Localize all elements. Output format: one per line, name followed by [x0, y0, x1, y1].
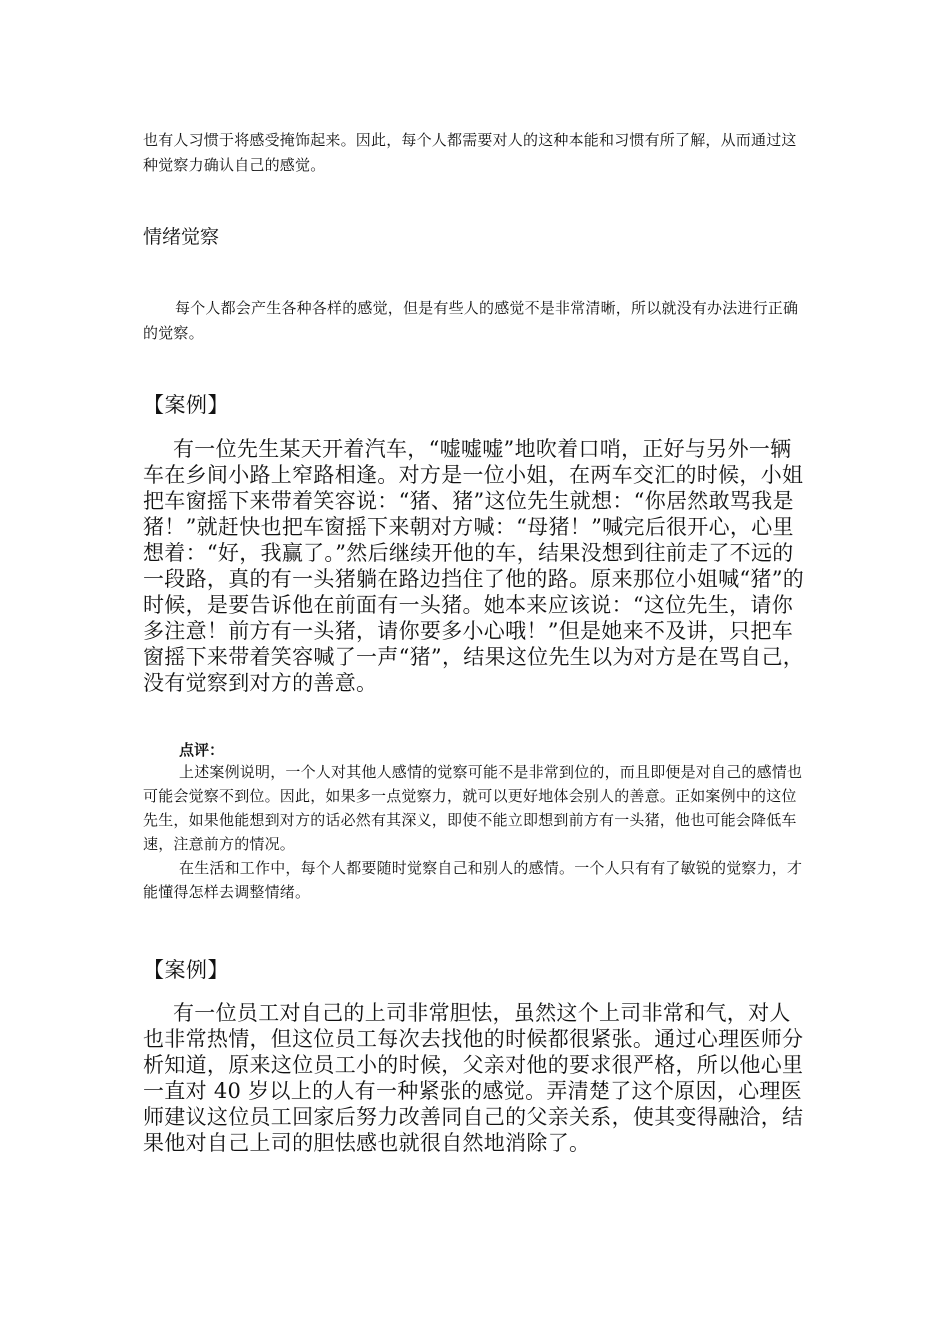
case-label-1: 【案例】	[143, 393, 229, 417]
case-label-2: 【案例】	[143, 958, 229, 982]
comment-paragraph-2: 在生活和工作中，每个人都要随时觉察自己和别人的感情。一个人只有有了敏锐的觉察力，才能懂得怎样去调整情绪。	[143, 859, 803, 901]
case-body-2: 有一位员工对自己的上司非常胆怯，虽然这个上司非常和气，对人也非常热情，但这位员工每次去找他的时候都很紧张。通过心理医师分析知道，原来这位员工小的时候，父亲对他的要求很严格，所以他心里一直对 40 岁以上的人有一种紧张的感觉。弄清楚了这个原因，心理医师建议这位员工回家后努力改善同自己的父亲关系，使其变得融洽，结果他对自己上司的胆怯感也就很自然地消除了。	[143, 1001, 804, 1155]
comment-paragraph-1: 上述案例说明，一个人对其他人感情的觉察可能不是非常到位的，而且即便是对自己的感情也可能会觉察不到位。因此，如果多一点觉察力，就可以更好地体会别人的善意。正如案例中的这位先生，如果他能想到对方的话必然有其深义，即使不能立即想到前方有一头猪，他也可能会降低车速，注意前方的情况。	[143, 763, 803, 853]
comment-section	[143, 740, 807, 904]
intro-paragraph: 也有人习惯于将感受掩饰起来。因此，每个人都需要对人的这种本能和习惯有所了解，从而通过这种觉察力确认自己的感觉。	[143, 131, 797, 174]
comment-label: 点评：	[179, 741, 225, 759]
case-body-1: 有一位先生某天开着汽车，“嘘嘘嘘”地吹着口哨，正好与另外一辆车在乡间小路上窄路相逢。对方是一位小姐，在两车交汇的时候，小姐把车窗摇下来带着笑容说：“猪、猪”这位先生就想：“你居然敢骂我是猪！”就赶快也把车窗摇下来朝对方喊：“母猪！”喊完后很开心，心里想着：“好，我赢了。”然后继续开他的车，结果没想到往前走了不远的一段路，真的有一头猪躺在路边挡住了他的路。原来那位小姐喊“猪”的时候，是要告诉他在前面有一头猪。她本来应该说：“这位先生，请你多注意！前方有一头猪，请你要多小心哦！”但是她来不及讲，只把车窗摇下来带着笑容喊了一声“猪”，结果这位先生以为对方是在骂自己，没有觉察到对方的善意。	[143, 437, 805, 695]
section-heading: 情绪觉察	[143, 226, 220, 248]
section-body-paragraph: 每个人都会产生各种各样的感觉，但是有些人的感觉不是非常清晰，所以就没有办法进行正确的觉察。	[143, 299, 799, 342]
